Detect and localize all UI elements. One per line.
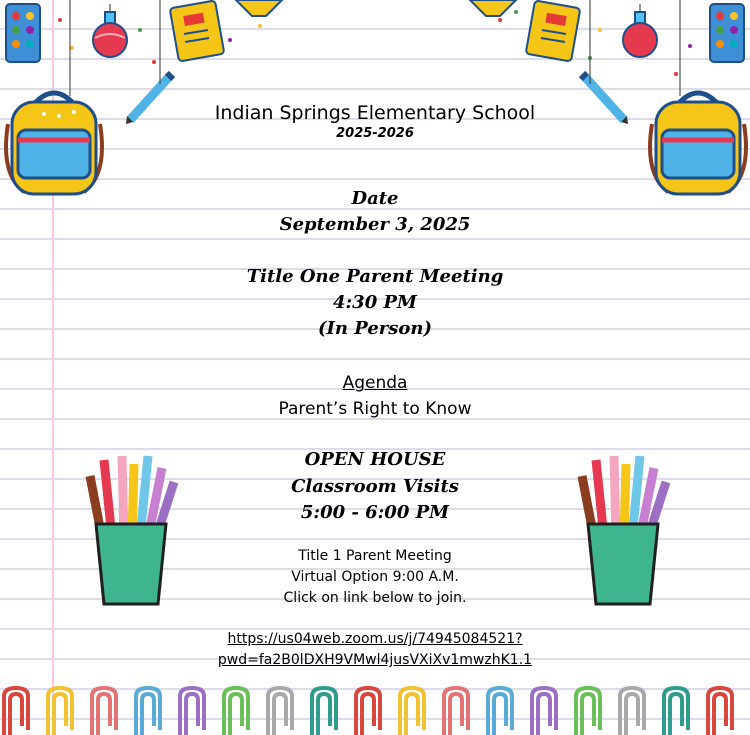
paper-clip-icon	[48, 688, 72, 735]
paper-clip-icon	[356, 688, 380, 735]
paper-clip-icon	[92, 688, 116, 735]
open-house-subtitle: Classroom Visits	[291, 476, 459, 497]
open-house-time: 5:00 - 6:00 PM	[300, 502, 450, 523]
paper-clip-icon	[400, 688, 424, 735]
virtual-meeting-title: Title 1 Parent Meeting	[298, 548, 452, 564]
meeting-time: 4:30 PM	[333, 292, 417, 313]
paper-clip-icon	[224, 688, 248, 735]
confetti-decoration	[0, 0, 750, 100]
open-house-title: OPEN HOUSE	[304, 449, 446, 470]
paper-clip-icon	[4, 688, 28, 735]
agenda-heading: Agenda	[342, 373, 408, 393]
paper-clip-icon	[312, 688, 336, 735]
paper-clip-icon	[180, 688, 204, 735]
paper-clip-icon	[532, 688, 556, 735]
join-instructions: Click on link below to join.	[283, 590, 467, 606]
zoom-link-line2[interactable]: pwd=fa2B0lDXH9VMwl4jusVXiXv1mwzhK1.1	[217, 652, 533, 668]
school-name: Indian Springs Elementary School	[214, 102, 536, 124]
paper-clip-icon	[136, 688, 160, 735]
virtual-option-time: Virtual Option 9:00 A.M.	[291, 569, 459, 585]
paper-clip-icon	[268, 688, 292, 735]
paper-clip-icon	[708, 688, 732, 735]
school-year: 2025-2026	[336, 126, 414, 141]
paper-clip-icon	[576, 688, 600, 735]
paper-clip-icon	[444, 688, 468, 735]
zoom-link-line1[interactable]: https://us04web.zoom.us/j/74945084521?	[227, 631, 523, 647]
date-label: Date	[351, 188, 399, 209]
paper-clip-icon	[664, 688, 688, 735]
paper-clip-icon	[488, 688, 512, 735]
meeting-title: Title One Parent Meeting	[246, 266, 504, 287]
paper-clip-icon	[620, 688, 644, 735]
date-value: September 3, 2025	[279, 214, 471, 235]
agenda-item: Parent’s Right to Know	[278, 399, 472, 419]
meeting-mode: (In Person)	[317, 318, 433, 339]
paper-clip-border	[0, 686, 750, 735]
